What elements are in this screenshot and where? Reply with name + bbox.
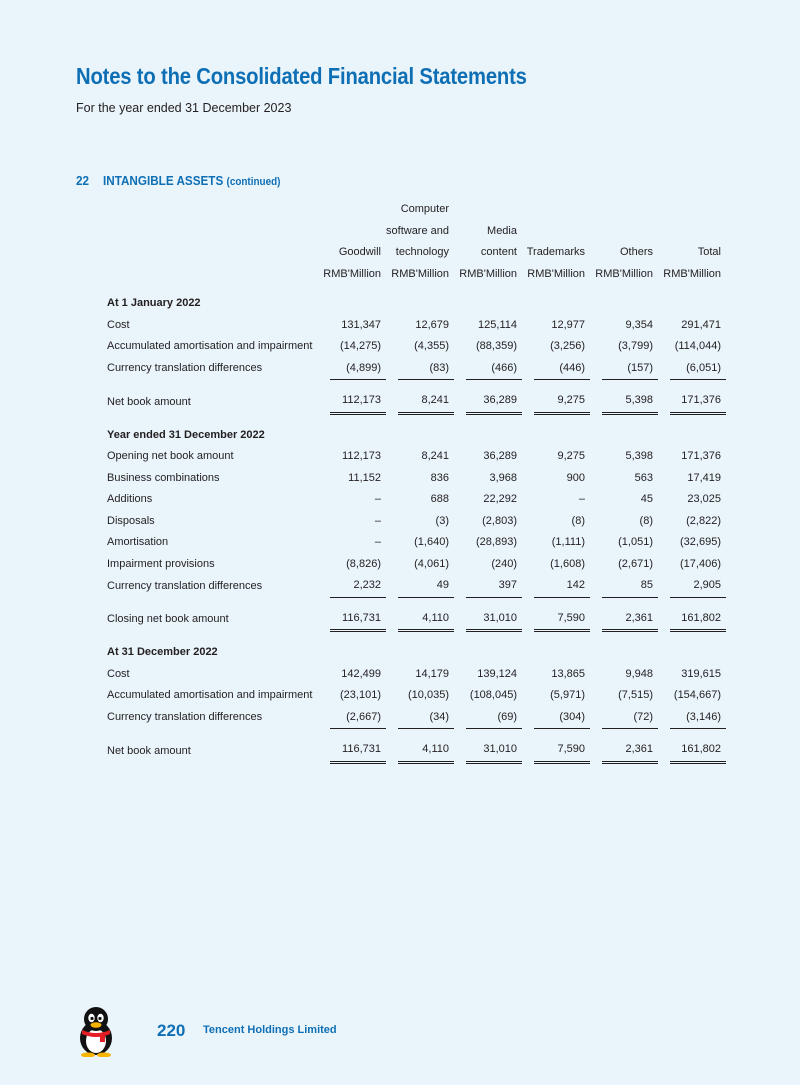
value-cell [386, 446, 454, 468]
value-text: 9,275 [557, 450, 585, 462]
value-text: 139,124 [477, 667, 517, 680]
value-text: 112,173 [330, 390, 386, 415]
value-text: 7,590 [534, 739, 590, 764]
column-unit [590, 264, 658, 286]
column-header-line: Total [697, 246, 721, 258]
value-text: 4,110 [398, 739, 454, 764]
value-cell [318, 707, 386, 730]
section-title: INTANGIBLE ASSETS [103, 173, 224, 188]
value-text: (1,640) [414, 536, 449, 548]
value-text: 8,241 [421, 450, 449, 462]
value-text: 11,152 [348, 471, 381, 484]
column-header [658, 221, 726, 243]
value-text: (69) [466, 707, 522, 730]
value-text: 319,615 [681, 667, 721, 680]
column-unit [454, 264, 522, 286]
value-text: (157) [602, 358, 658, 381]
value-cell [522, 532, 590, 554]
value-cell [658, 315, 726, 337]
value-text: (4,355) [414, 340, 449, 352]
column-header [590, 242, 658, 264]
value-cell [522, 511, 590, 533]
value-cell [658, 575, 726, 598]
value-text: 397 [466, 575, 522, 598]
value-text: 9,948 [625, 667, 653, 680]
value-cell [318, 685, 386, 707]
value-text: (108,045) [469, 689, 517, 701]
value-cell [522, 685, 590, 707]
spacer-row [100, 285, 726, 293]
value-text: 12,679 [415, 318, 449, 331]
column-unit [658, 264, 726, 286]
value-cell [386, 739, 454, 764]
value-text: 8,241 [398, 390, 454, 415]
value-cell [590, 489, 658, 511]
value-cell [454, 468, 522, 490]
column-unit-label: RMB'Million [663, 267, 721, 280]
row-label: Currency translation differences [107, 711, 263, 723]
value-cell [590, 739, 658, 764]
value-text: 5,398 [602, 390, 658, 415]
value-text: 563 [634, 471, 653, 484]
value-cell [454, 664, 522, 686]
value-text: 116,731 [330, 608, 386, 633]
total-row [100, 739, 726, 764]
value-text: 2,905 [670, 575, 726, 598]
value-text: 116,731 [330, 739, 386, 764]
value-text: – [374, 514, 381, 527]
value-cell [522, 336, 590, 358]
table-row [100, 664, 726, 686]
block-heading: At 1 January 2022 [107, 297, 201, 309]
value-cell [386, 358, 454, 381]
value-text: – [578, 493, 585, 505]
value-text: – [374, 493, 381, 505]
row-label: Opening net book amount [107, 450, 234, 462]
page-subtitle: For the year ended 31 December 2023 [76, 101, 292, 115]
value-text: 23,025 [687, 493, 721, 505]
value-text: (23,101) [340, 689, 381, 701]
value-cell [386, 390, 454, 415]
block-heading-row [100, 425, 726, 447]
value-text: (1,051) [618, 536, 653, 548]
value-cell [386, 532, 454, 554]
value-text: (3,256) [550, 340, 585, 352]
table-row [100, 707, 726, 730]
value-text: (6,051) [670, 358, 726, 381]
value-cell [590, 554, 658, 576]
value-cell [386, 685, 454, 707]
column-header-line: software and [386, 224, 449, 237]
page-title: Notes to the Consolidated Financial Statements [76, 63, 527, 89]
value-cell [658, 489, 726, 511]
page-number: 220 [157, 1021, 186, 1040]
header-spacer [100, 221, 318, 243]
spacer-cell [100, 729, 726, 739]
value-text: 36,289 [466, 390, 522, 415]
column-header [454, 242, 522, 264]
value-text: 45 [640, 493, 653, 505]
value-cell [522, 707, 590, 730]
value-text: (446) [534, 358, 590, 381]
value-text: (1,111) [551, 536, 585, 548]
value-cell [454, 390, 522, 415]
value-text: (2,803) [482, 514, 517, 527]
value-text: 13,865 [551, 667, 585, 680]
column-unit [318, 264, 386, 286]
value-cell [522, 664, 590, 686]
column-header [386, 242, 454, 264]
value-cell [386, 575, 454, 598]
spacer-row [100, 729, 726, 739]
spacer-row [100, 380, 726, 390]
block-heading: Year ended 31 December 2022 [107, 428, 265, 441]
value-cell [454, 532, 522, 554]
value-cell [590, 336, 658, 358]
value-text: (1,608) [550, 557, 585, 570]
value-text: (17,406) [680, 557, 721, 570]
value-cell [386, 664, 454, 686]
column-header [454, 221, 522, 243]
header-row [100, 242, 726, 264]
table-row [100, 685, 726, 707]
value-text: (3,799) [618, 340, 653, 352]
value-cell [522, 315, 590, 337]
table-row [100, 489, 726, 511]
column-unit-label: RMB'Million [595, 267, 653, 280]
value-text: (466) [466, 358, 522, 381]
value-text: (7,515) [618, 689, 653, 701]
value-cell [522, 575, 590, 598]
row-label: Business combinations [107, 471, 220, 484]
row-label: Cost [107, 667, 130, 680]
header-row [100, 221, 726, 243]
value-text: (8) [639, 514, 653, 527]
value-cell [658, 390, 726, 415]
unit-row [100, 264, 726, 286]
column-unit-label: RMB'Million [527, 267, 585, 280]
spacer-row [100, 632, 726, 642]
table-row [100, 511, 726, 533]
header-row [100, 199, 726, 221]
value-text: (8) [571, 514, 585, 527]
value-cell [658, 358, 726, 381]
row-label: Accumulated amortisation and impairment [107, 689, 313, 701]
value-cell [454, 315, 522, 337]
table-row [100, 575, 726, 598]
row-label: Currency translation differences [107, 362, 263, 374]
value-text: 9,354 [625, 318, 653, 331]
value-cell [386, 468, 454, 490]
spacer-cell [100, 285, 726, 293]
table-row [100, 358, 726, 381]
value-cell [658, 446, 726, 468]
table-row [100, 446, 726, 468]
value-text: – [374, 536, 381, 548]
value-text: (88,359) [476, 340, 517, 352]
spacer-cell [100, 632, 726, 642]
column-unit-label: RMB'Million [391, 267, 449, 280]
value-text: (10,035) [408, 689, 449, 701]
value-text: 3,968 [489, 471, 517, 484]
value-cell [522, 390, 590, 415]
value-cell [590, 685, 658, 707]
value-cell [454, 707, 522, 730]
column-header [658, 242, 726, 264]
value-cell [454, 358, 522, 381]
value-cell [658, 468, 726, 490]
value-text: 142,499 [341, 667, 381, 680]
value-cell [590, 707, 658, 730]
value-cell [658, 608, 726, 633]
value-cell [522, 608, 590, 633]
value-text: 161,802 [670, 608, 726, 633]
value-cell [522, 554, 590, 576]
column-header [318, 242, 386, 264]
column-header-line: Goodwill [338, 246, 381, 258]
intangible-assets-table [100, 199, 726, 764]
value-text: 2,232 [330, 575, 386, 598]
value-text: 36,289 [483, 450, 517, 462]
value-text: (240) [491, 557, 517, 570]
value-text: 171,376 [681, 450, 721, 462]
value-text: 9,275 [534, 390, 590, 415]
value-text: 688 [430, 493, 449, 505]
row-label: Net book amount [107, 395, 191, 408]
table-row [100, 315, 726, 337]
row-label: Currency translation differences [107, 579, 263, 592]
value-text: (2,667) [330, 707, 386, 730]
column-unit [386, 264, 454, 286]
column-header [522, 221, 590, 243]
value-text: 125,114 [478, 318, 517, 331]
section-number: 22 [76, 173, 90, 188]
row-label: Net book amount [107, 744, 191, 757]
column-header-line: Computer [400, 203, 449, 215]
value-text: 31,010 [466, 739, 522, 764]
row-label: Impairment provisions [107, 557, 215, 570]
value-cell [590, 608, 658, 633]
value-text: (83) [398, 358, 454, 381]
value-cell [386, 554, 454, 576]
value-text: (2,671) [618, 557, 653, 570]
spacer-cell [100, 415, 726, 425]
value-text: 5,398 [625, 450, 653, 462]
value-text: (304) [534, 707, 590, 730]
value-text: 2,361 [602, 608, 658, 633]
value-cell [386, 489, 454, 511]
column-header [522, 242, 590, 264]
value-cell [318, 608, 386, 633]
value-text: 12,977 [551, 318, 585, 331]
value-cell [522, 489, 590, 511]
column-header [590, 221, 658, 243]
column-header [658, 199, 726, 221]
value-text: 112,173 [342, 450, 381, 462]
value-text: (72) [602, 707, 658, 730]
value-cell [386, 315, 454, 337]
row-label: Cost [107, 318, 130, 331]
table-row [100, 468, 726, 490]
table-row [100, 554, 726, 576]
value-cell [318, 468, 386, 490]
header-spacer [100, 199, 318, 221]
value-cell [590, 468, 658, 490]
spacer-row [100, 598, 726, 608]
value-cell [318, 390, 386, 415]
value-text: 17,419 [687, 471, 721, 484]
value-cell [318, 575, 386, 598]
value-cell [454, 575, 522, 598]
value-cell [590, 664, 658, 686]
value-text: (5,971) [550, 689, 585, 701]
value-cell [386, 336, 454, 358]
column-unit-label: RMB'Million [459, 267, 517, 280]
value-text: (32,695) [680, 536, 721, 548]
value-cell [318, 664, 386, 686]
value-cell [454, 554, 522, 576]
table-row [100, 532, 726, 554]
value-cell [590, 446, 658, 468]
column-header [522, 199, 590, 221]
value-text: 4,110 [398, 608, 454, 633]
block-heading: At 31 December 2022 [107, 646, 218, 658]
column-unit [522, 264, 590, 286]
column-header-line: Others [619, 246, 653, 258]
value-cell [386, 608, 454, 633]
value-text: 161,802 [670, 739, 726, 764]
value-cell [522, 468, 590, 490]
column-unit-label: RMB'Million [323, 267, 381, 280]
value-cell [522, 358, 590, 381]
value-text: 142 [534, 575, 590, 598]
penguin-icon [76, 1005, 116, 1057]
value-cell [318, 489, 386, 511]
total-row [100, 390, 726, 415]
value-text: (28,893) [476, 536, 517, 548]
value-cell [454, 446, 522, 468]
value-cell [658, 532, 726, 554]
value-cell [318, 511, 386, 533]
block-heading-row [100, 642, 726, 664]
value-cell [590, 358, 658, 381]
value-text: (34) [398, 707, 454, 730]
row-label: Accumulated amortisation and impairment [107, 340, 313, 352]
value-text: (3) [435, 514, 449, 527]
column-header [318, 199, 386, 221]
header-spacer [100, 242, 318, 264]
row-label: Amortisation [107, 536, 169, 548]
value-cell [454, 685, 522, 707]
value-cell [318, 358, 386, 381]
spacer-cell [100, 598, 726, 608]
row-label: Closing net book amount [107, 613, 229, 625]
value-text: (2,822) [686, 514, 721, 527]
value-cell [522, 446, 590, 468]
value-cell [454, 608, 522, 633]
value-text: 85 [602, 575, 658, 598]
spacer-row [100, 415, 726, 425]
column-header [454, 199, 522, 221]
value-cell [658, 739, 726, 764]
value-cell [658, 336, 726, 358]
column-header-line: Media [487, 224, 517, 237]
value-cell [386, 707, 454, 730]
value-cell [318, 739, 386, 764]
value-text: 14,179 [415, 667, 449, 680]
value-text: (4,061) [414, 557, 449, 570]
column-header [590, 199, 658, 221]
value-cell [318, 336, 386, 358]
value-cell [522, 739, 590, 764]
column-header [386, 221, 454, 243]
value-cell [590, 315, 658, 337]
value-text: (4,899) [330, 358, 386, 381]
value-text: 291,471 [681, 318, 721, 331]
value-text: (114,044) [674, 340, 721, 352]
value-cell [454, 489, 522, 511]
value-cell [318, 554, 386, 576]
value-text: (8,826) [346, 557, 381, 570]
value-text: (3,146) [670, 707, 726, 730]
row-label: Additions [107, 493, 153, 505]
value-text: 171,376 [670, 390, 726, 415]
value-cell [590, 532, 658, 554]
spacer-cell [100, 380, 726, 390]
value-text: 22,292 [483, 493, 517, 505]
header-spacer [100, 264, 318, 286]
table-row [100, 336, 726, 358]
value-cell [318, 532, 386, 554]
value-cell [658, 664, 726, 686]
value-cell [658, 554, 726, 576]
total-row [100, 608, 726, 633]
company-name: Tencent Holdings Limited [203, 1024, 337, 1036]
value-cell [590, 575, 658, 598]
column-header-line: content [480, 246, 517, 258]
value-text: 31,010 [466, 608, 522, 633]
value-text: (154,667) [673, 689, 721, 701]
value-cell [590, 511, 658, 533]
value-text: 836 [430, 471, 449, 484]
value-cell [318, 446, 386, 468]
value-cell [658, 511, 726, 533]
section-heading [76, 173, 280, 188]
value-cell [658, 685, 726, 707]
value-text: 7,590 [534, 608, 590, 633]
value-cell [386, 511, 454, 533]
value-cell [454, 739, 522, 764]
value-text: 131,347 [341, 318, 381, 331]
value-text: 2,361 [602, 739, 658, 764]
column-header-line: technology [395, 246, 449, 258]
value-cell [454, 511, 522, 533]
column-header [318, 221, 386, 243]
value-cell [318, 315, 386, 337]
value-text: 49 [398, 575, 454, 598]
value-text: 900 [566, 471, 585, 484]
value-text: (14,275) [340, 340, 381, 352]
column-header [386, 199, 454, 221]
value-cell [590, 390, 658, 415]
column-header-line: Trademarks [526, 246, 585, 258]
value-cell [454, 336, 522, 358]
section-continued: (continued) [226, 176, 281, 188]
row-label: Disposals [107, 514, 155, 527]
value-cell [658, 707, 726, 730]
block-heading-row [100, 293, 726, 315]
